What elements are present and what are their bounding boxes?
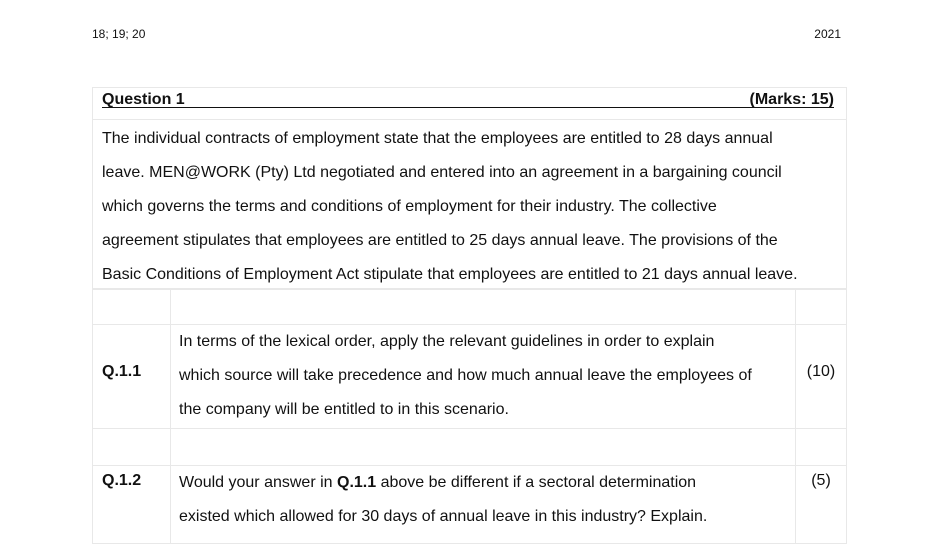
question-title-row — [92, 87, 847, 119]
subquestion-line — [179, 466, 794, 500]
subquestions-table-wrap — [92, 289, 847, 544]
subquestion-marks: (10) — [796, 325, 847, 429]
subquestion-line: the company will be entitled to in this scenario. — [179, 401, 509, 418]
body-line: leave. MEN@WORK (Pty) Ltd negotiated and entered into an agreement in a bargaining council — [102, 164, 782, 181]
subquestion-reference: Q.1.1 — [337, 474, 377, 491]
question-body — [92, 119, 847, 289]
subquestion-row — [93, 325, 847, 429]
subquestion-row — [93, 466, 847, 544]
subquestion-line: which source will take precedence and how much annual leave the employees of — [179, 367, 752, 384]
subquestion-line: existed which allowed for 30 days of annual leave in this industry? Explain. — [179, 508, 708, 525]
subquestion-number: Q.1.2 — [93, 466, 171, 544]
spacer-row — [93, 290, 847, 325]
subquestions-table — [92, 289, 847, 544]
question-title: Question 1 — [102, 91, 185, 108]
title-underline — [102, 107, 834, 108]
subquestion-marks: (5) — [796, 466, 847, 544]
subquestion-number: Q.1.1 — [93, 325, 171, 429]
header-year: 2021 — [814, 27, 841, 41]
question-marks: (Marks: 15) — [749, 91, 834, 108]
body-line: agreement stipulates that employees are entitled to 25 days annual leave. The provisions of the — [102, 232, 778, 249]
spacer-row — [93, 429, 847, 466]
body-line: Basic Conditions of Employment Act stipulate that employees are entitled to 21 days annual leave. — [102, 266, 798, 283]
subquestion-text — [171, 466, 796, 544]
subquestion-text — [171, 325, 796, 429]
subquestion-line-part: above be different if a sectoral determination — [376, 474, 697, 491]
subquestion-line: In terms of the lexical order, apply the relevant guidelines in order to explain — [179, 333, 715, 350]
body-line: which governs the terms and conditions of employment for their industry. The collective — [102, 198, 717, 215]
header-left-text: 18; 19; 20 — [92, 27, 146, 41]
subquestion-line-part: Would your answer in — [179, 474, 337, 491]
body-line: The individual contracts of employment state that the employees are entitled to 28 days annual — [102, 130, 773, 147]
